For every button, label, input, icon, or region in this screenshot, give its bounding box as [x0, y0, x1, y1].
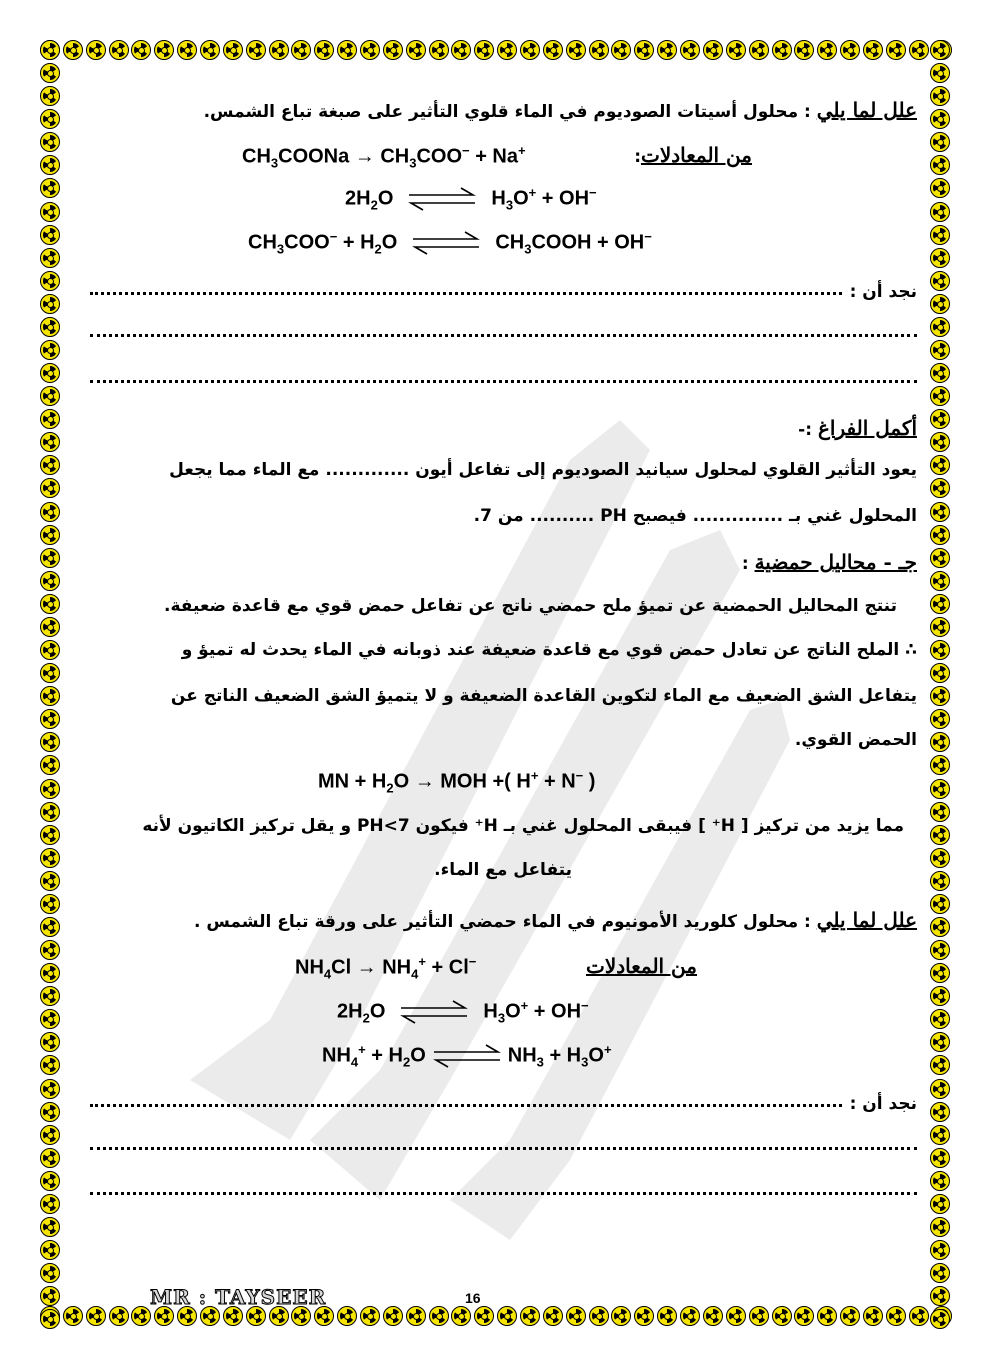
radiation-symbol-icon — [223, 40, 243, 60]
radiation-symbol-icon — [930, 63, 950, 83]
radiation-symbol-icon — [886, 40, 906, 60]
left-border — [40, 40, 64, 1330]
radiation-symbol-icon — [40, 986, 60, 1006]
fill-line1: يعود التأثير القلوي لمحلول سيانيد الصوديوم إلى تفاعل أيون ............. مع الماء مما يجعل — [169, 460, 917, 480]
radiation-symbol-icon — [40, 1194, 60, 1214]
section1-eq3: $CH_3COO^- + H_2O$ $CH_3COOH + OH^-$ — [248, 229, 652, 257]
radiation-symbol-icon — [451, 40, 471, 60]
radiation-symbol-icon — [794, 40, 814, 60]
blank-line — [90, 1188, 917, 1195]
radiation-symbol-icon — [749, 40, 769, 60]
radiation-symbol-icon — [930, 617, 950, 637]
radiation-symbol-icon — [930, 1286, 950, 1306]
radiation-symbol-icon — [930, 409, 950, 429]
radiation-symbol-icon — [40, 202, 60, 222]
radiation-symbol-icon — [131, 1306, 151, 1326]
acidic-p2: ∴ الملح الناتج عن تعادل حمض قوي مع قاعدة ضعيفة عند ذوبانه في الماء يحدث له تميؤ و — [181, 640, 917, 660]
radiation-symbol-icon — [520, 1306, 540, 1326]
radiation-symbol-icon — [930, 1032, 950, 1052]
radiation-symbol-icon — [930, 548, 950, 568]
radiation-symbol-icon — [680, 40, 700, 60]
radiation-symbol-icon — [40, 40, 60, 60]
radiation-symbol-icon — [909, 1306, 929, 1326]
radiation-symbol-icon — [40, 455, 60, 475]
radiation-symbol-icon — [840, 1306, 860, 1326]
radiation-symbol-icon — [40, 825, 60, 845]
radiation-symbol-icon — [63, 1306, 83, 1326]
blank-line — [90, 288, 842, 295]
radiation-symbol-icon — [269, 1306, 289, 1326]
radiation-symbol-icon — [40, 225, 60, 245]
radiation-symbol-icon — [863, 40, 883, 60]
radiation-symbol-icon — [930, 779, 950, 799]
blank-line — [90, 1100, 842, 1107]
radiation-symbol-icon — [930, 1055, 950, 1075]
radiation-symbol-icon — [40, 709, 60, 729]
radiation-symbol-icon — [40, 178, 60, 198]
radiation-symbol-icon — [383, 1306, 403, 1326]
fill-heading: أكمل الفراغ — [817, 416, 917, 440]
section1-eq1: $CH_3COONa \to CH_3COO^- + Na^+$ — [242, 143, 526, 171]
radiation-symbol-icon — [429, 40, 449, 60]
radiation-symbol-icon — [930, 663, 950, 683]
acidic-p6: يتفاعل مع الماء. — [434, 860, 572, 880]
radiation-symbol-icon — [177, 40, 197, 60]
radiation-symbol-icon — [930, 594, 950, 614]
radiation-symbol-icon — [291, 1306, 311, 1326]
section2-find: نجد أن : — [849, 1094, 917, 1114]
radiation-symbol-icon — [109, 1306, 129, 1326]
radiation-symbol-icon — [930, 686, 950, 706]
acidic-equation: MN + $H_2O$ → MOH +( H+ + N− ) — [318, 768, 596, 796]
radiation-symbol-icon — [154, 40, 174, 60]
acidic-p1: تنتج المحاليل الحمضية عن تميؤ ملح حمضي ناتج عن تفاعل حمض قوي مع قاعدة ضعيفة. — [164, 596, 897, 616]
radiation-symbol-icon — [40, 548, 60, 568]
radiation-symbol-icon — [497, 1306, 517, 1326]
radiation-symbol-icon — [360, 40, 380, 60]
radiation-symbol-icon — [383, 40, 403, 60]
section1-text: : محلول أسيتات الصوديوم في الماء قلوي التأثير على صبغة تباع الشمس. — [203, 102, 811, 122]
radiation-symbol-icon — [40, 963, 60, 983]
radiation-symbol-icon — [337, 1306, 357, 1326]
section1-from-equations: من المعادلات: — [634, 143, 752, 167]
radiation-symbol-icon — [909, 40, 929, 60]
radiation-symbol-icon — [40, 63, 60, 83]
acidic-p3: يتفاعل الشق الضعيف مع الماء لتكوين القاعدة الضعيفة و لا يتميؤ الشق الضعيف الناتج عن — [170, 686, 917, 706]
radiation-symbol-icon — [314, 40, 334, 60]
radiation-symbol-icon — [497, 40, 517, 60]
radiation-symbol-icon — [930, 202, 950, 222]
radiation-symbol-icon — [657, 1306, 677, 1326]
radiation-symbol-icon — [589, 1306, 609, 1326]
radiation-symbol-icon — [223, 1306, 243, 1326]
radiation-symbol-icon — [611, 40, 631, 60]
radiation-symbol-icon — [40, 663, 60, 683]
radiation-symbol-icon — [930, 132, 950, 152]
radiation-symbol-icon — [930, 1309, 950, 1329]
radiation-symbol-icon — [40, 848, 60, 868]
radiation-symbol-icon — [930, 1148, 950, 1168]
radiation-symbol-icon — [406, 40, 426, 60]
radiation-symbol-icon — [200, 1306, 220, 1326]
radiation-symbol-icon — [474, 1306, 494, 1326]
radiation-symbol-icon — [930, 155, 950, 175]
radiation-symbol-icon — [40, 686, 60, 706]
from-equations-label: من المعادلات — [641, 143, 752, 167]
radiation-symbol-icon — [566, 40, 586, 60]
radiation-symbol-icon — [40, 594, 60, 614]
equilibrium-arrows-icon — [432, 1043, 502, 1069]
radiation-symbol-icon — [772, 1306, 792, 1326]
radiation-symbol-icon — [772, 40, 792, 60]
radiation-symbol-icon — [40, 1079, 60, 1099]
radiation-symbol-icon — [86, 40, 106, 60]
acidic-p5: مما يزيد من تركيز [ H⁺ ] فيبقى المحلول غني بـ H⁺ فيكون PH<7 و يقل تركيز الكاتيون لأنه — [142, 816, 904, 836]
radiation-symbol-icon — [726, 40, 746, 60]
radiation-symbol-icon — [40, 525, 60, 545]
radiation-symbol-icon — [817, 40, 837, 60]
radiation-symbol-icon — [40, 802, 60, 822]
radiation-symbol-icon — [930, 178, 950, 198]
radiation-symbol-icon — [930, 317, 950, 337]
radiation-symbol-icon — [930, 1263, 950, 1283]
blank-line — [90, 1143, 917, 1150]
acidic-p4: الحمض القوي. — [794, 730, 917, 750]
radiation-symbol-icon — [543, 1306, 563, 1326]
radiation-symbol-icon — [930, 755, 950, 775]
radiation-symbol-icon — [291, 40, 311, 60]
radiation-symbol-icon — [543, 40, 563, 60]
radiation-symbol-icon — [40, 271, 60, 291]
radiation-symbol-icon — [40, 732, 60, 752]
radiation-symbol-icon — [634, 40, 654, 60]
section2-heading: علل لما يلي — [816, 908, 917, 932]
radiation-symbol-icon — [930, 1009, 950, 1029]
radiation-symbol-icon — [930, 1194, 950, 1214]
radiation-symbol-icon — [40, 1055, 60, 1075]
radiation-symbol-icon — [634, 1306, 654, 1326]
radiation-symbol-icon — [930, 1240, 950, 1260]
radiation-symbol-icon — [40, 1102, 60, 1122]
radiation-symbol-icon — [40, 1032, 60, 1052]
acidic-heading: جـ - محاليل حمضية — [754, 550, 917, 574]
fill-heading-line — [798, 416, 917, 440]
radiation-symbol-icon — [40, 940, 60, 960]
radiation-symbol-icon — [930, 732, 950, 752]
radiation-symbol-icon — [40, 409, 60, 429]
section1-heading: علل لما يلي — [816, 98, 917, 122]
radiation-symbol-icon — [749, 1306, 769, 1326]
right-border — [930, 40, 954, 1330]
radiation-symbol-icon — [131, 40, 151, 60]
radiation-symbol-icon — [930, 225, 950, 245]
top-border — [40, 40, 952, 64]
radiation-symbol-icon — [40, 478, 60, 498]
radiation-symbol-icon — [246, 40, 266, 60]
equilibrium-arrows-icon — [399, 999, 469, 1025]
radiation-symbol-icon — [40, 248, 60, 268]
radiation-symbol-icon — [40, 871, 60, 891]
radiation-symbol-icon — [360, 1306, 380, 1326]
fill-heading-suffix: :- — [798, 420, 813, 440]
blank-line — [90, 330, 917, 337]
radiation-symbol-icon — [40, 1009, 60, 1029]
radiation-symbol-icon — [703, 40, 723, 60]
radiation-symbol-icon — [40, 132, 60, 152]
radiation-symbol-icon — [40, 1148, 60, 1168]
radiation-symbol-icon — [930, 525, 950, 545]
radiation-symbol-icon — [930, 894, 950, 914]
radiation-symbol-icon — [40, 386, 60, 406]
radiation-symbol-icon — [930, 340, 950, 360]
radiation-symbol-icon — [930, 571, 950, 591]
radiation-symbol-icon — [930, 86, 950, 106]
radiation-symbol-icon — [930, 432, 950, 452]
radiation-symbol-icon — [930, 363, 950, 383]
radiation-symbol-icon — [40, 363, 60, 383]
radiation-symbol-icon — [930, 248, 950, 268]
equilibrium-arrows-icon — [407, 186, 477, 212]
radiation-symbol-icon — [930, 917, 950, 937]
radiation-symbol-icon — [930, 109, 950, 129]
from-equations-label: من المعادلات — [586, 954, 697, 978]
radiation-symbol-icon — [246, 1306, 266, 1326]
radiation-symbol-icon — [63, 40, 83, 60]
radiation-symbol-icon — [177, 1306, 197, 1326]
section2-eq1: $NH_4Cl \to NH_4^+ + Cl^-$ — [295, 954, 477, 982]
radiation-symbol-icon — [863, 1306, 883, 1326]
radiation-symbol-icon — [794, 1306, 814, 1326]
radiation-symbol-icon — [930, 1102, 950, 1122]
radiation-symbol-icon — [840, 40, 860, 60]
radiation-symbol-icon — [930, 871, 950, 891]
radiation-symbol-icon — [589, 40, 609, 60]
radiation-symbol-icon — [40, 1286, 60, 1306]
radiation-symbol-icon — [40, 779, 60, 799]
radiation-symbol-icon — [474, 40, 494, 60]
radiation-symbol-icon — [930, 478, 950, 498]
section1-question — [204, 98, 917, 122]
blank-line — [90, 376, 917, 383]
radiation-symbol-icon — [40, 1309, 60, 1329]
radiation-symbol-icon — [680, 1306, 700, 1326]
radiation-symbol-icon — [726, 1306, 746, 1326]
radiation-symbol-icon — [86, 1306, 106, 1326]
radiation-symbol-icon — [930, 294, 950, 314]
radiation-symbol-icon — [429, 1306, 449, 1326]
radiation-symbol-icon — [40, 1125, 60, 1145]
radiation-symbol-icon — [40, 617, 60, 637]
section1-eq2: $2H_2O$ $H_3O^+ + OH^-$ — [345, 185, 597, 213]
radiation-symbol-icon — [40, 317, 60, 337]
radiation-symbol-icon — [930, 963, 950, 983]
radiation-symbol-icon — [40, 571, 60, 591]
radiation-symbol-icon — [40, 502, 60, 522]
acidic-heading-suffix: : — [741, 554, 749, 574]
radiation-symbol-icon — [40, 640, 60, 660]
radiation-symbol-icon — [154, 1306, 174, 1326]
radiation-symbol-icon — [930, 1125, 950, 1145]
radiation-symbol-icon — [40, 155, 60, 175]
radiation-symbol-icon — [40, 109, 60, 129]
radiation-symbol-icon — [40, 755, 60, 775]
section1-find: نجد أن : — [849, 282, 917, 302]
radiation-symbol-icon — [703, 1306, 723, 1326]
radiation-symbol-icon — [930, 802, 950, 822]
radiation-symbol-icon — [886, 1306, 906, 1326]
radiation-symbol-icon — [930, 386, 950, 406]
radiation-symbol-icon — [566, 1306, 586, 1326]
radiation-symbol-icon — [930, 825, 950, 845]
radiation-symbol-icon — [930, 455, 950, 475]
radiation-symbol-icon — [109, 40, 129, 60]
radiation-symbol-icon — [930, 640, 950, 660]
radiation-symbol-icon — [817, 1306, 837, 1326]
bottom-border — [40, 1306, 952, 1330]
author-signature: MR : TAYSEER — [150, 1285, 327, 1309]
radiation-symbol-icon — [930, 271, 950, 291]
radiation-symbol-icon — [930, 502, 950, 522]
radiation-symbol-icon — [930, 986, 950, 1006]
radiation-symbol-icon — [40, 340, 60, 360]
section2-from-equations — [586, 954, 697, 978]
acidic-heading-line — [742, 550, 917, 574]
radiation-symbol-icon — [930, 1217, 950, 1237]
radiation-symbol-icon — [40, 1217, 60, 1237]
radiation-symbol-icon — [930, 1171, 950, 1191]
radiation-symbol-icon — [930, 40, 950, 60]
radiation-symbol-icon — [451, 1306, 471, 1326]
radiation-symbol-icon — [520, 40, 540, 60]
radiation-symbol-icon — [337, 40, 357, 60]
section2-eq3: $NH_4^+ + H_2O$ $NH_3 + H_3O^+$ — [322, 1042, 612, 1070]
radiation-symbol-icon — [930, 848, 950, 868]
page-number: 16 — [465, 1290, 481, 1306]
radiation-symbol-icon — [406, 1306, 426, 1326]
radiation-symbol-icon — [930, 1079, 950, 1099]
section2-text: : محلول كلوريد الأمونيوم في الماء حمضي التأثير على ورقة تباع الشمس . — [194, 912, 811, 932]
radiation-symbol-icon — [930, 709, 950, 729]
radiation-symbol-icon — [40, 294, 60, 314]
fill-line2: المحلول غني بـ .............. فيصبح PH .......... من 7. — [473, 506, 917, 526]
radiation-symbol-icon — [269, 40, 289, 60]
radiation-symbol-icon — [40, 1240, 60, 1260]
radiation-symbol-icon — [40, 894, 60, 914]
radiation-symbol-icon — [611, 1306, 631, 1326]
radiation-symbol-icon — [200, 40, 220, 60]
radiation-symbol-icon — [40, 86, 60, 106]
section2-question — [194, 908, 917, 932]
radiation-symbol-icon — [930, 940, 950, 960]
radiation-symbol-icon — [40, 432, 60, 452]
radiation-symbol-icon — [40, 917, 60, 937]
section2-eq2: $2H_2O$ $H_3O^+ + OH^-$ — [337, 998, 589, 1026]
equilibrium-arrows-icon — [411, 230, 481, 256]
radiation-symbol-icon — [657, 40, 677, 60]
radiation-symbol-icon — [40, 1263, 60, 1283]
radiation-symbol-icon — [40, 1171, 60, 1191]
radiation-symbol-icon — [314, 1306, 334, 1326]
